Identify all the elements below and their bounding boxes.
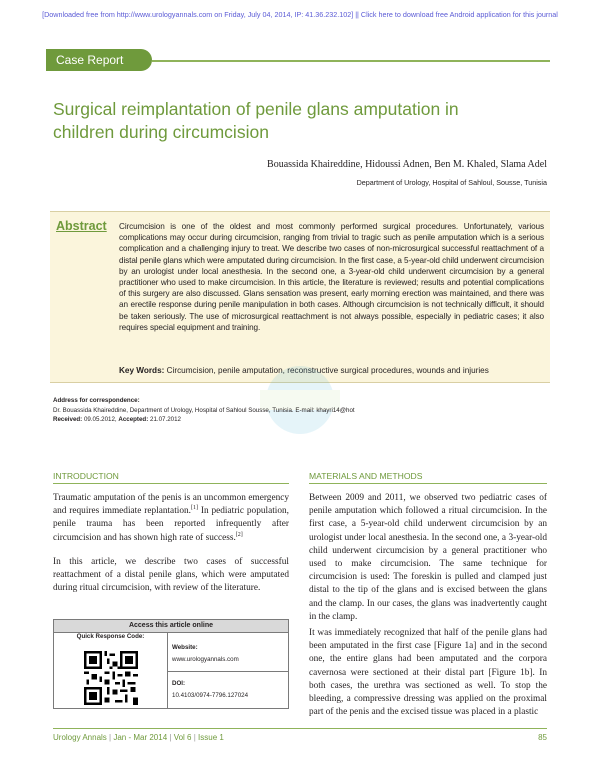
correspondence-line: Dr. Bouassida Khaireddine, Department of Urology, Hospital of Sahloul Sousse, Tunisia. E-mail: khayri14@hot [53,406,355,414]
authors: Bouassida Khaireddine, Hidoussi Adnen, Ben M. Khaled, Slama Adel [267,159,547,170]
introduction-rule [53,483,289,484]
citation-1[interactable]: [1] [190,505,198,512]
dates-line [53,415,453,425]
qr-label: Quick Response Code: [76,633,145,640]
footer-journal: Urology Annals [53,733,107,742]
section-rule [152,60,550,62]
footer-citation: Urology Annals | Jan - Mar 2014 | Vol 6 | Issue 1 [53,733,224,742]
materials-paragraph-1: Between 2009 and 2011, we observed two pediatric cases of penile amputation which followed a ritual circumcision. In the first case, a 5-year-old child underwent circumcision by an urologist under local anesthesia. In the second one, a 3-year-old child underwent circumcision by a general practitioner who used to make circumcision. The same technique for circumcision is used: The foreskin is pulled and clamped just distal to the tip of the glans and is excised between the glans and the clamp. In our cases, the glans was inadvertently caught in the clamp. [309,493,547,622]
access-box-header: Access this article online [54,620,288,632]
footer-rule [53,728,547,729]
introduction-heading: INTRODUCTION [53,471,119,481]
intro-text-b: In pediatric population, penile trauma has been reported infrequently after circumcision and has shown high rate of success. [53,506,289,543]
accepted-date: 21.07.2012 [148,416,181,423]
correspondence [53,396,453,425]
abstract-label: Abstract [56,219,107,233]
qr-code-icon[interactable] [84,651,138,705]
accepted-label: Accepted: [118,416,149,423]
materials-heading: MATERIALS AND METHODS [309,471,423,481]
footer-issue-date: Jan - Mar 2014 [113,733,168,742]
abstract-text: Circumcision is one of the oldest and most commonly performed surgical procedures. Unfortunately, various complications may occur during circumcision, ranging from trivial to tragic such as penile amputation which is a serious complication and a challenging injury to treat. We describe two cases of non-microsurgical successful reattachment of a distal penile glans which were amputated during circumcision. In the first case, a 5-year-old child underwent circumcision by an urologist under local anesthesia. In the second one, a 3-year-old child underwent circumcision by a general practitioner who used to make circumcision. In this article, the literature is reviewed; results and potential complications of this surgery are also discussed. Glans sensation was present, early morning erection was maintained, and there was an erectile response during penile manipulation in both cases. Although circumcision is not technically difficult, it should be taken seriously. The use of microsurgical reattachment is not always possible, especially in pediatric cases; it also requires special equipment and training. [119,222,544,332]
footer-issue-number: Issue 1 [198,733,224,742]
access-box-column-divider [167,632,168,708]
citation-2[interactable]: [2] [235,531,243,538]
keywords-list: Circumcision, penile amputation, reconstructive surgical procedures, wounds and injuries [164,366,489,375]
page-number: 85 [538,733,547,742]
affiliation: Department of Urology, Hospital of Sahloul, Sousse, Tunisia [356,178,547,187]
website-label: Website: [172,644,198,651]
download-banner[interactable]: [Downloaded free from http://www.urologyannals.com on Friday, July 04, 2014, IP: 41.36.232.102] || Click here to download free Android application for this journal [42,10,558,19]
doi-label: DOI: [172,680,186,687]
access-online-box [53,619,289,709]
intro-text-a: Traumatic amputation of the penis is an uncommon emergency and requires immediate replantation. [53,493,289,517]
access-box-row-divider [167,671,288,672]
article-title: Surgical reimplantation of penile glans amputation in children during circumcision [53,99,459,142]
keywords-label: Key Words: [119,366,165,375]
introduction-paragraph-1 [53,492,289,545]
materials-rule [309,483,547,484]
received-date: 09.05.2012, [82,416,119,423]
footer-volume: Vol 6 [173,733,192,742]
received-label: Received: [53,416,83,423]
doi-value[interactable]: 10.4103/0974-7796.127024 [172,692,249,699]
correspondence-heading: Address for correspondence: [53,397,140,404]
materials-paragraph-2: It was immediately recognized that half of the penile glans had been amputated in the first case [Figure 1a] and in the second one, the entire glans had been amputated and the corpora cavernosa were sectioned at their distal part [Figure 1b]. In both cases, the urethra was sectioned as well. To stop the bleeding, a compressive dressing was applied on the proximal part of the penis and the excised tissue was placed in a plastic [309,628,547,718]
website-link[interactable]: www.urologyannals.com [172,656,239,663]
introduction-paragraph-2: In this article, we describe two cases of successful reattachment of a distal penile glans, which were amputated during ritual circumcision, with review of the literature. [53,557,289,594]
section-tag: Case Report [46,49,152,71]
